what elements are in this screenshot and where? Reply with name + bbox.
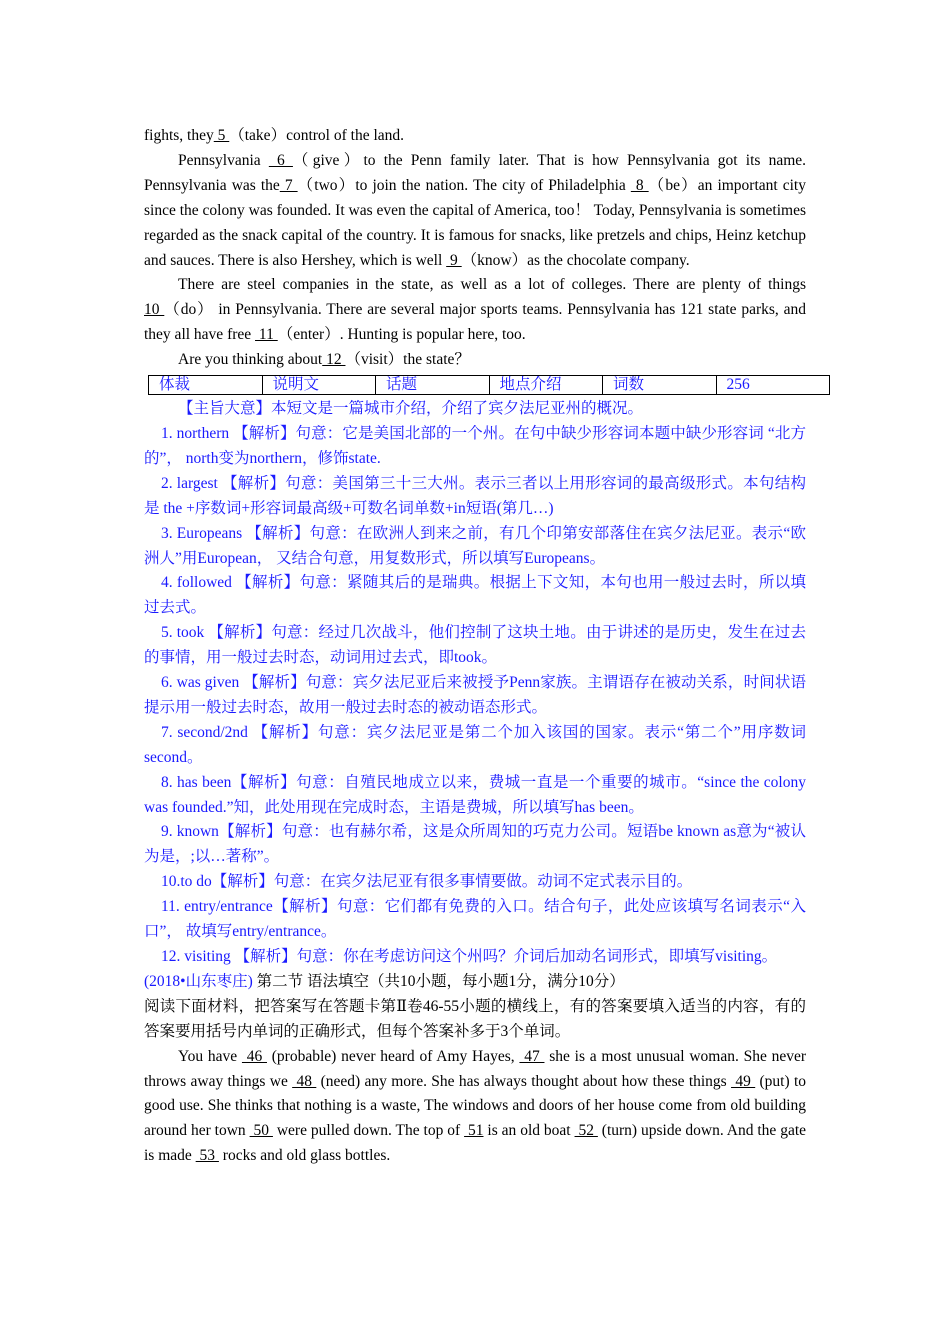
blank-51: 51 [464, 1122, 484, 1140]
blank-48: 48 [292, 1072, 317, 1090]
text: Pennsylvania [178, 151, 269, 169]
meta-cell-topic-label: 话题 [376, 376, 490, 395]
blank-11: 11 [255, 326, 278, 344]
summary: 【主旨大意】本短文是一篇城市介绍，介绍了宾夕法尼亚州的概况。 [178, 400, 644, 418]
text: fights, they [144, 127, 214, 144]
text: （be）an important city since the colony was founded. It was even the capital of America, too！ Today, Pennsylvania is sometimes regarded as the snack capital of the country. It is famous for snacks, like pretzels and chips, Heinz ketchup and sauces. There is also Hershey, which is well [144, 176, 806, 269]
passage-paragraph-steel [144, 273, 806, 348]
passage-paragraph-pennsylvania [144, 149, 806, 274]
blank-49: 49 [731, 1072, 756, 1090]
text: （visit）the state？ [345, 351, 470, 369]
meta-cell-genre-label: 体裁 [149, 376, 263, 395]
section-title: 第二节 语法填空（共10小题，每小题1分，满分10分） [252, 972, 625, 990]
text: (probable) never heard of Amy Hayes, [266, 1047, 520, 1065]
meta-cell-topic-value: 地点介绍 [489, 376, 603, 395]
passage-line-fights [144, 124, 806, 149]
answer-4: 4. followed 【解析】句意：紧随其后的是瑞典。根据上下文知，本句也用一般过去时，所以填过去式。 [144, 574, 806, 617]
meta-table [148, 375, 830, 395]
answer-12: 12. visiting 【解析】句意：你在考虑访问这个州吗？介词后加动名词形式，即填写visiting。 [161, 948, 778, 965]
text: （give）to the Penn family later. That is how Pennsylvania got its name. Pennsylvania was the [144, 151, 807, 194]
blank-50: 50 [249, 1122, 273, 1140]
blank-10: 10 [144, 301, 165, 319]
blank-7: 7 [279, 176, 298, 194]
answer-9: 9. known【解析】句意：也有赫尔希，这是众所周知的巧克力公司。短语be known as意为“被认为是，;以…著称”。 [144, 823, 806, 866]
section-source: (2018•山东枣庄) [144, 972, 253, 990]
blank-46: 46 [241, 1047, 267, 1065]
text: （take）control of the land. [229, 127, 405, 144]
document-page [144, 124, 806, 1169]
passage2-paragraph [144, 1045, 806, 1170]
text: （two）to join the nation. The city of Philadelphia [297, 176, 631, 194]
blank-9: 9 [446, 251, 462, 269]
meta-cell-wordcount-label: 词数 [603, 376, 717, 395]
text: （know）as the chocolate company. [461, 251, 690, 269]
blank-53: 53 [195, 1147, 219, 1165]
answer-8: 8. has been【解析】句意：自殖民地成立以来，费城一直是一个重要的城市。“since the colony was founded.”知，此处用现在完成时态，主语是费城，所以填写has been。 [144, 773, 806, 816]
blank-6: 6 [268, 151, 293, 169]
text: （do） in Pennsylvania. There are several major sports teams. Pennsylvania has 121 state parks, and they all have free [144, 301, 806, 344]
text: （enter）. Hunting is popular here, too. [277, 326, 526, 344]
text: she is a most unusual woman. She never throws away things we [144, 1047, 807, 1090]
section-heading [144, 970, 806, 995]
blank-8: 8 [630, 176, 649, 194]
section-instructions: 阅读下面材料，把答案写在答题卡第Ⅱ卷46-55小题的横线上，有的答案要填入适当的内容，有的答案要用括号内单词的正确形式，但每个答案补多于3个单词。 [144, 997, 806, 1040]
text: There are steel companies in the state, as well as a lot of colleges. There are plenty of things [178, 276, 806, 294]
text: You have [178, 1047, 242, 1065]
blank-5: 5 [213, 127, 230, 144]
blank-12: 12 [322, 351, 346, 369]
blank-47: 47 [519, 1047, 545, 1065]
answer-2: 2. largest 【解析】句意：美国第三十三大州。表示三者以上用形容词的最高级形式。本句结构是 the +序数词+形容词最高级+可数名词单数+in短语(第几…) [144, 474, 806, 517]
text: (put) to good use. She thinks that nothing is a waste, The windows and doors of her house come from old building around her town [144, 1072, 807, 1140]
text: were pulled down. The top of [272, 1122, 465, 1140]
meta-cell-wordcount-value: 256 [716, 376, 830, 395]
text: Are you thinking about [178, 351, 323, 369]
meta-cell-genre-value: 说明文 [262, 376, 376, 395]
text: (need) any more. She has always thought about how these things [316, 1072, 732, 1090]
answer-5: 5. took 【解析】句意：经过几次战斗，他们控制了这块土地。由于讲述的是历史，发生在过去的事情，用一般过去时态，动词用过去式，即took。 [144, 624, 806, 667]
meta-table-row [149, 376, 830, 395]
text: rocks and old glass bottles. [218, 1147, 391, 1165]
passage-paragraph-visit [144, 348, 806, 373]
answer-10: 10.to do【解析】句意：在宾夕法尼亚有很多事情要做。动词不定式表示目的。 [161, 873, 693, 891]
answer-6: 6. was given 【解析】句意：宾夕法尼亚后来被授予Penn家族。主谓语存在被动关系，时间状语提示用一般过去时态，故用一般过去时态的被动语态形式。 [144, 674, 806, 716]
answer-11: 11. entry/entrance【解析】句意：它们都有免费的入口。结合句子，此处应该填写名词表示“入口”， 故填写entry/entrance。 [144, 898, 806, 941]
text: is an old boat [483, 1122, 575, 1140]
blank-52: 52 [574, 1122, 598, 1140]
answer-7: 7. second/2nd 【解析】句意：宾夕法尼亚是第二个加入该国的国家。表示“第二个”用序数词second。 [144, 723, 806, 766]
answer-1: 1. northern 【解析】句意：它是美国北部的一个州。在句中缺少形容词本题中缺少形容词 “北方的”， north变为northern，修饰state. [144, 424, 806, 467]
text: (turn) upside down. And the gate is made [144, 1122, 807, 1165]
answer-3: 3. Europeans 【解析】句意：在欧洲人到来之前，有几个印第安部落住在宾夕法尼亚。表示“欧洲人”用European， 又结合句意，用复数形式，所以填写Europeans。 [144, 524, 806, 567]
